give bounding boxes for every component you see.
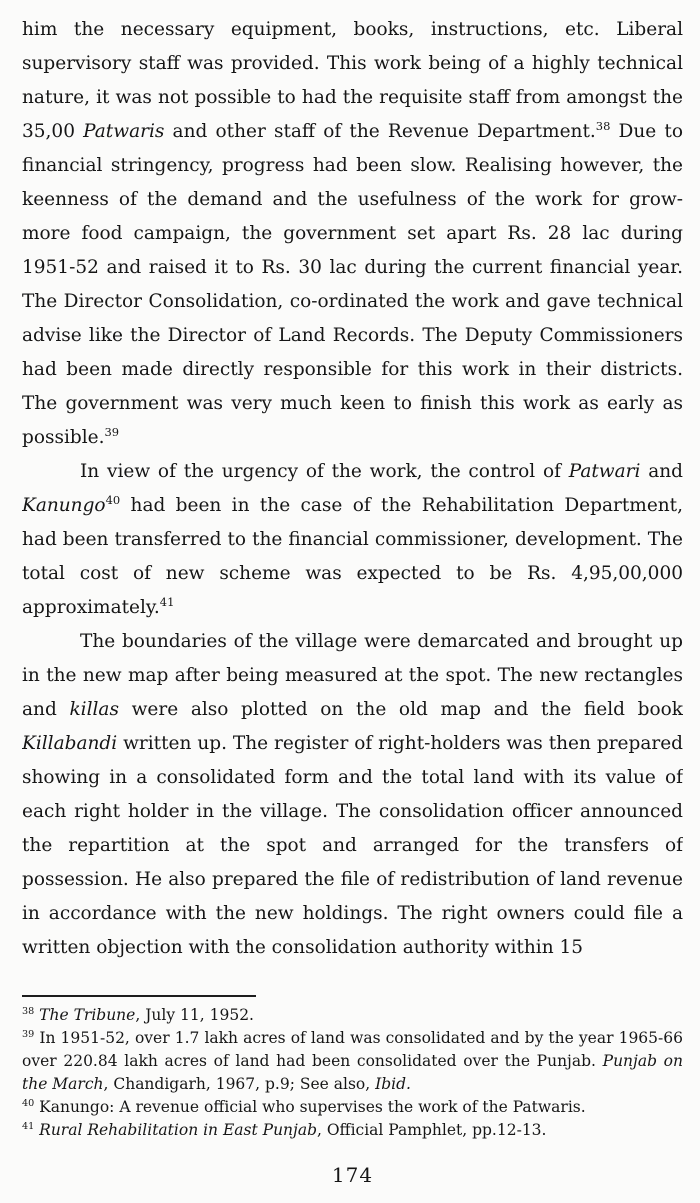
body-paragraph-1: him the necessary equipment, books, instructions, etc. Liberal supervisory staff was provided. This work being of a highly technical nature, it was not possible to had the requisite staff from amongst the 35,00 Patwaris and other staff of the Revenue Department.$^{38}$ Due to financial stringency, progress had been slow. Realising however, the keenness of the demand and the usefulness of the work for grow-more food campaign, the government set apart Rs. 28 lac during 1951-52 and raised it to Rs. 30 lac during the current financial year. The Director Consolidation, co-ordinated the work and gave technical advise like the Director of Land Records. The Deputy Commissioners had been made directly responsible for this work in their districts. The government was very much keen to finish this work as early as possible.$^{39}$ [22, 19, 683, 448]
footnote-40: $^{40}$ Kanungo: A revenue official who supervises the work of the Patwaris. [22, 1097, 586, 1116]
page-number: 174 [331, 1163, 374, 1187]
footnote-39: $^{39}$ In 1951-52, over 1.7 lakh acres of land was consolidated and by the year 1965-66 over 220.84 lakh acres of land had been consolidated over the Punjab. Punjab on the March, Chandigarh, 1967, p.9; See also, Ibid. [22, 1028, 683, 1093]
body-paragraph-3: The boundaries of the village were demarcated and brought up in the new map after being measured at the spot. The new rectangles and killas were also plotted on the old map and the field book Killabandi written up. The register of right-holders was then prepared showing in a consolidated form and the total land with its value of each right holder in the village. The consolidation officer announced the repartition at the spot and arranged for the transfers of possession. He also prepared the file of redistribution of land revenue in accordance with the new holdings. The right owners could file a written objection with the consolidation authority within 15 [22, 631, 683, 958]
footnote-separator [22, 995, 256, 997]
body-paragraph-2: In view of the urgency of the work, the control of Patwari and Kanungo$^{40}$ had been in the case of the Rehabilitation Department, had been transferred to the financial commissioner, development. The total cost of new scheme was expected to be Rs. 4,95,00,000 approximately.$^{41}$ [22, 461, 683, 618]
page-body [22, 13, 683, 965]
footnote-41: $^{41}$ Rural Rehabilitation in East Punjab, Official Pamphlet, pp.12-13. [22, 1120, 547, 1139]
footnotes-section [22, 1004, 683, 1142]
footnote-38: $^{38}$ The Tribune, July 11, 1952. [22, 1005, 254, 1024]
